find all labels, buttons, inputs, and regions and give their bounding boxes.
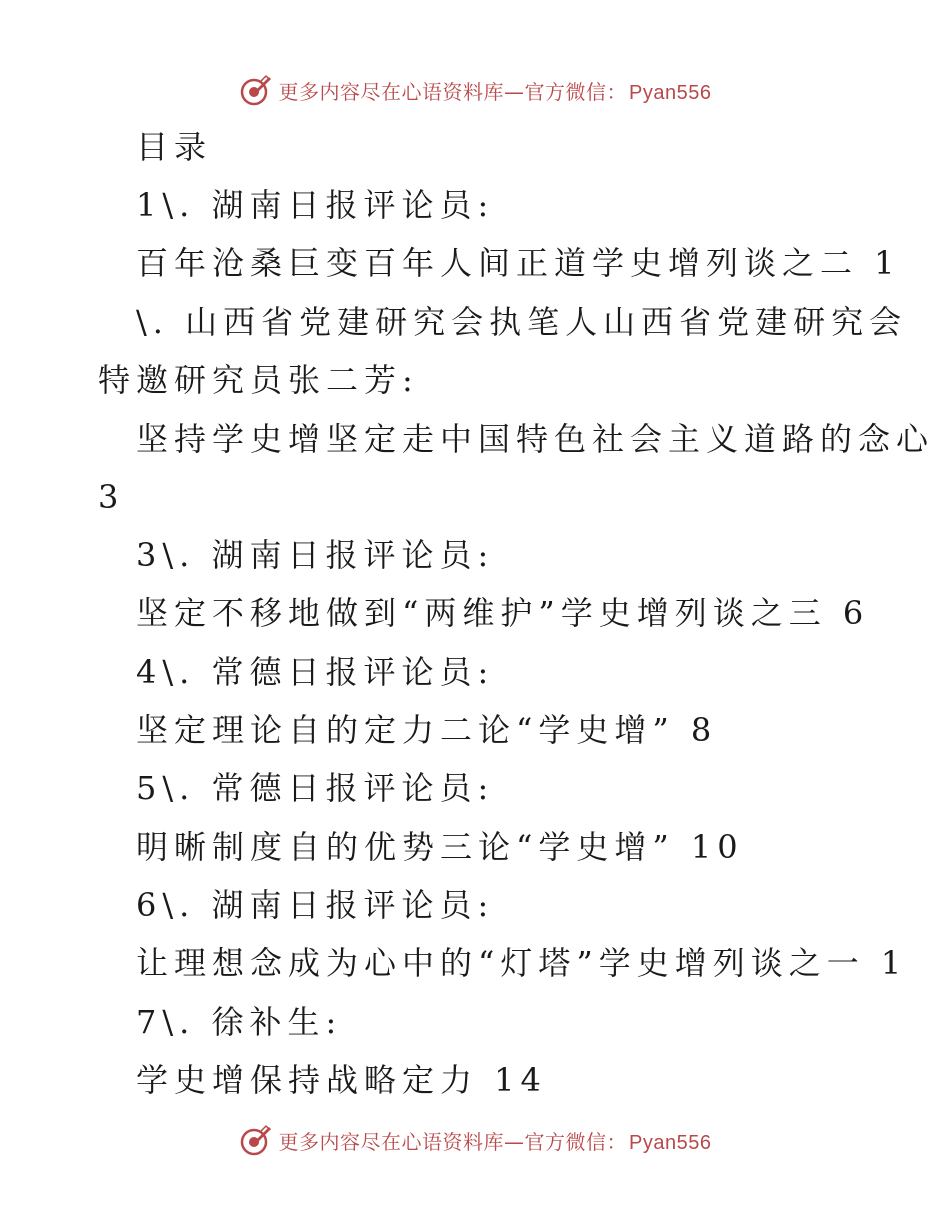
toc-line: 3 — [98, 478, 125, 516]
toc-line: 学史增保持战略定力 14 — [136, 1061, 547, 1099]
toc-line: 1\. 湖南日报评论员: — [136, 186, 495, 224]
toc-line: \. 山西省党建研究会执笔人山西省党建研究会 — [136, 303, 908, 341]
toc-line: 百年沧桑巨变百年人间正道学史增列谈之二 1 — [136, 244, 901, 282]
watermark-header — [0, 70, 950, 110]
toc-line: 明晰制度自的优势三论“学史增” 10 — [136, 828, 744, 866]
watermark-wechat-id: Pyan556 — [629, 81, 712, 104]
watermark-text — [279, 76, 712, 105]
quill-logo-icon — [239, 73, 273, 107]
watermark-label: 更多内容尽在心语资料库—官方微信： — [278, 79, 628, 104]
toc-line: 4\. 常德日报评论员: — [136, 653, 495, 691]
toc-line: 7\. 徐补生: — [136, 1003, 343, 1041]
toc-line: 特邀研究员张二芳: — [98, 361, 419, 399]
watermark-wechat-id: Pyan556 — [629, 1131, 712, 1154]
quill-logo-icon — [239, 1123, 273, 1157]
watermark-text — [279, 1126, 712, 1155]
toc-line: 5\. 常德日报评论员: — [136, 769, 495, 807]
toc-line: 坚定不移地做到“两维护”学史增列谈之三 6 — [136, 594, 870, 632]
watermark-footer — [0, 1120, 950, 1160]
watermark-label: 更多内容尽在心语资料库—官方微信： — [278, 1129, 628, 1154]
toc-line: 让理想念成为心中的“灯塔”学史增列谈之一 1 — [136, 944, 908, 982]
toc-line: 6\. 湖南日报评论员: — [136, 886, 495, 924]
toc-line: 3\. 湖南日报评论员: — [136, 536, 495, 574]
toc-line: 坚定理论自的定力二论“学史增” 8 — [136, 711, 718, 749]
toc-line: 坚持学史增坚定走中国特色社会主义道路的念心 — [136, 420, 935, 458]
toc-title: 目录 — [136, 128, 213, 166]
